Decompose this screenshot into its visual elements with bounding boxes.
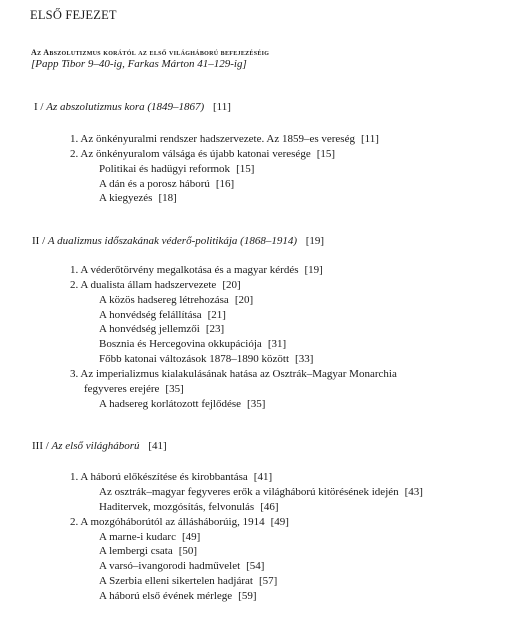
toc-entry-text: A Szerbia elleni sikertelen hadjárat xyxy=(99,575,253,587)
part-numeral: III / xyxy=(32,440,49,452)
toc-entry xyxy=(99,531,200,544)
part-page-number: [41] xyxy=(148,440,167,452)
toc-entry-page: [15] xyxy=(316,148,336,160)
part-title: Az abszolutizmus kora (1849–1867) xyxy=(46,101,205,113)
toc-entry xyxy=(99,178,234,191)
part-heading xyxy=(32,440,167,453)
toc-entry-text: Haditervek, mozgósítás, felvonulás xyxy=(99,501,255,513)
toc-entry xyxy=(70,368,397,381)
toc-entry-text: Az osztrák–magyar fegyveres erők a világháború kitörésének idején xyxy=(99,486,399,498)
toc-entry-text: A marne-i kudarc xyxy=(99,531,176,543)
toc-entry-page: [46] xyxy=(260,501,279,513)
toc-entry-page: [57] xyxy=(258,575,278,587)
toc-entry-text: 1. Az önkényuralmi rendszer hadszervezete. Az 1859–es vereség xyxy=(70,133,355,145)
chapter-title: ELSŐ FEJEZET xyxy=(30,8,117,22)
toc-entry-text: A honvédség jellemzői xyxy=(99,323,200,335)
toc-entry xyxy=(99,192,177,205)
part-heading xyxy=(34,101,231,114)
toc-entry-text: 3. Az imperializmus kialakulásának hatása az Osztrák–Magyar Monarchia xyxy=(70,368,397,380)
toc-entry-text: A dán és a porosz háború xyxy=(99,178,210,190)
toc-entry-page: [59] xyxy=(238,590,257,602)
toc-entry-page: [41] xyxy=(253,471,273,483)
part-page-number: [11] xyxy=(212,101,231,113)
part-heading xyxy=(32,235,324,248)
toc-entry xyxy=(99,590,257,603)
toc-entry-text: 2. A mozgóháborútól az állásháborúig, 1914 xyxy=(70,516,265,528)
toc-entry-page: [43] xyxy=(404,486,423,498)
toc-entry-text: A varsó–ivangorodi hadművelet xyxy=(99,560,241,572)
toc-entry-page: [19] xyxy=(304,264,323,276)
toc-entry-text: A közös hadsereg létrehozása xyxy=(99,294,229,306)
toc-entry-text: Bosznia és Hercegovina okkupációja xyxy=(99,338,262,350)
toc-entry xyxy=(99,338,286,351)
section-authors: [Papp Tibor 9–40-ig, Farkas Márton 41–129-ig] xyxy=(31,58,247,70)
toc-entry-page: [16] xyxy=(215,178,235,190)
toc-entry-text: fegyveres erejére xyxy=(84,383,160,395)
toc-entry-page: [35] xyxy=(165,383,184,395)
toc-entry-text: A honvédség felállítása xyxy=(99,309,202,321)
section-title: Az Abszolutizmus korától az első világháború befejezéséig xyxy=(31,48,270,57)
toc-entry-page: [18] xyxy=(158,192,177,204)
toc-entry xyxy=(70,471,272,484)
toc-entry xyxy=(99,486,423,499)
toc-entry-text: A háború első évének mérlege xyxy=(99,590,233,602)
toc-entry xyxy=(70,133,379,146)
toc-entry-text: 2. A dualista állam hadszervezete xyxy=(70,279,217,291)
toc-entry-text: A kiegyezés xyxy=(99,192,153,204)
toc-entry-page: [21] xyxy=(207,309,226,321)
toc-entry xyxy=(99,575,277,588)
toc-entry-page: [20] xyxy=(222,279,241,291)
toc-entry xyxy=(70,279,241,292)
toc-entry-page: [35] xyxy=(247,398,266,410)
toc-entry xyxy=(99,560,264,573)
toc-entry-page: [20] xyxy=(234,294,254,306)
toc-entry xyxy=(99,309,226,322)
toc-entry xyxy=(99,545,197,558)
toc-entry xyxy=(70,264,323,277)
toc-entry xyxy=(70,148,335,161)
part-title: A dualizmus időszakának véderő-politikája (1868–1914) xyxy=(47,235,297,247)
toc-entry xyxy=(70,516,289,529)
toc-entry-page: [33] xyxy=(295,353,314,365)
toc-entry-text: A hadsereg korlátozott fejlődése xyxy=(99,398,242,410)
toc-entry xyxy=(99,501,279,514)
toc-entry-page: [54] xyxy=(246,560,265,572)
toc-entry xyxy=(99,323,224,336)
part-numeral: I / xyxy=(34,101,44,113)
toc-entry-page: [11] xyxy=(360,133,379,145)
part-title: Az első világháború xyxy=(51,440,140,452)
toc-entry-text: 2. Az önkényuralom válsága és újabb katonai veresége xyxy=(70,148,311,160)
part-page-number: [19] xyxy=(305,235,325,247)
toc-entry xyxy=(99,398,265,411)
toc-entry xyxy=(99,163,254,176)
toc-entry-page: [23] xyxy=(205,323,225,335)
toc-entry-text: 1. A háború előkészítése és kirobbantása xyxy=(70,471,248,483)
toc-entry-text: A lembergi csata xyxy=(99,545,173,557)
toc-entry-page: [15] xyxy=(236,163,255,175)
toc-entry xyxy=(99,353,313,366)
toc-entry-page: [49] xyxy=(181,531,201,543)
toc-entry-page: [49] xyxy=(270,516,289,528)
toc-entry-text: 1. A véderőtörvény megalkotása és a magyar kérdés xyxy=(70,264,299,276)
toc-entry-text: Politikai és hadügyi reformok xyxy=(99,163,231,175)
toc-entry-page: [50] xyxy=(178,545,198,557)
toc-entry-page: [31] xyxy=(267,338,287,350)
toc-entry xyxy=(84,383,184,396)
toc-entry xyxy=(99,294,253,307)
toc-entry-text: Főbb katonai változások 1878–1890 között xyxy=(99,353,290,365)
part-numeral: II / xyxy=(32,235,46,247)
